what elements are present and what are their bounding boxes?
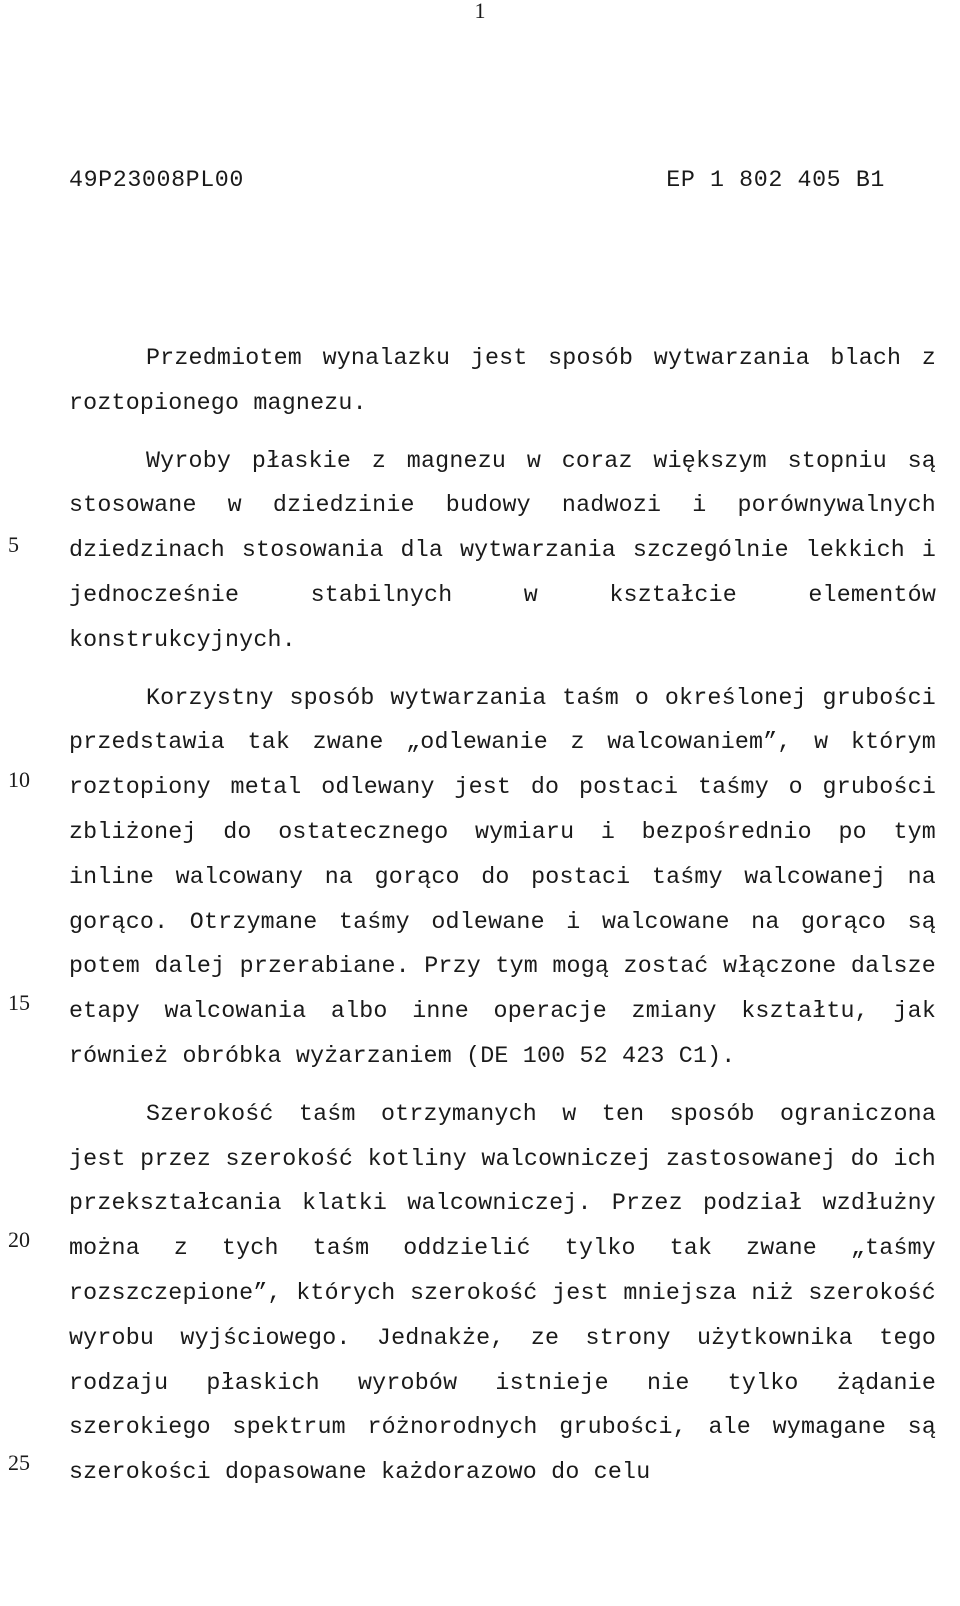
internal-reference: 49P23008PL00 xyxy=(69,167,244,193)
line-number-25: 25 xyxy=(8,1450,30,1475)
line-number-20: 20 xyxy=(8,1227,30,1252)
paragraph-2: Wyroby płaskie z magnezu w coraz większym stopniu są stosowane w dziedzinie budowy nadwozi i porównywalnych dziedzinach stosowania dla wytwarzania szczególnie lekkich i jednocześnie stabilnych w kształcie elementów konstrukcyjnych. xyxy=(69,447,936,653)
document-header xyxy=(69,164,885,196)
page-number: 1 xyxy=(474,0,486,23)
line-number-15: 15 xyxy=(8,990,30,1015)
paragraph-4: Szerokość taśm otrzymanych w ten sposób ograniczona jest przez szerokość kotliny walcowniczej zastosowanej do ich przekształcania klatki walcowniczej. Przez podział wzdłużny można z tych taśm oddzielić tylko tak zwane „taśmy rozszczepione”, których szerokość jest mniejsza niż szerokość wyrobu wyjściowego. Jednakże, ze strony użytkownika tego rodzaju płaskich wyrobów istnieje nie tylko żądanie szerokiego spektrum różnorodnych grubości, ale wymagane są szerokości dopasowane każdorazowo do celu xyxy=(69,1100,936,1486)
patent-number: EP 1 802 405 B1 xyxy=(666,167,885,193)
line-number-5: 5 xyxy=(8,532,19,557)
line-number-10: 10 xyxy=(8,767,30,792)
paragraph-1: Przedmiotem wynalazku jest sposób wytwarzania blach z roztopionego magnezu. xyxy=(69,345,936,416)
paragraph-3: Korzystny sposób wytwarzania taśm o określonej grubości przedstawia tak zwane „odlewanie z walcowaniem”, w którym roztopiony metal odlewany jest do postaci taśmy o grubości zbliżonej do ostatecznego wymiaru i bezpośrednio po tym inline walcowany na gorąco do postaci taśmy walcowanej na gorąco. Otrzymane taśmy odlewane i walcowane na gorąco są potem dalej przerabiane. Przy tym mogą zostać włączone dalsze etapy walcowania albo inne operacje zmiany kształtu, jak również obróbka wyżarzaniem (DE 100 52 423 C1). xyxy=(69,684,936,1069)
body-text xyxy=(69,336,936,1495)
